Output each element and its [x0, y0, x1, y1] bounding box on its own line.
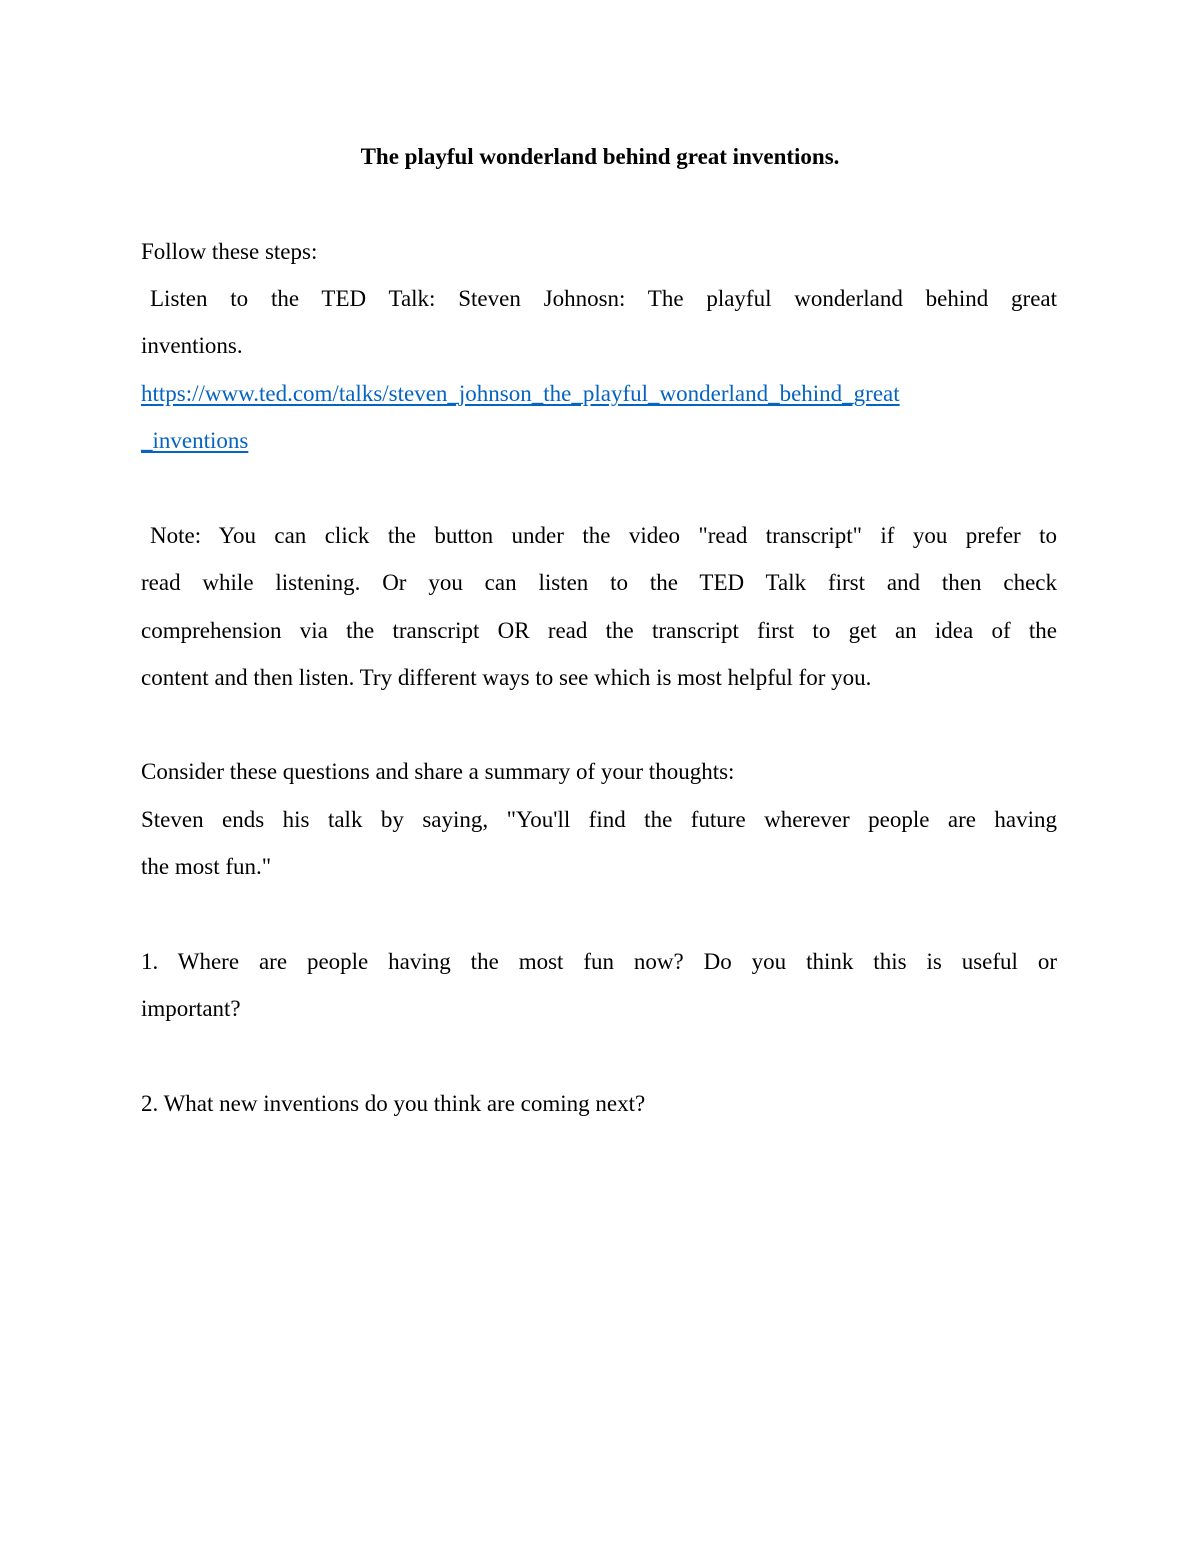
ted-talk-link-line-1[interactable]: https://www.ted.com/talks/steven_johnson_the_playful_wonderland_behind_great [141, 381, 900, 406]
note-line-3: comprehension via the transcript OR read the transcript first to get an idea of the [141, 618, 1057, 643]
listen-instruction-line-1: Listen to the TED Talk: Steven Johnosn: The playful wonderland behind great [150, 286, 1057, 311]
note-line-2: read while listening. Or you can listen to the TED Talk first and then check [141, 570, 1057, 595]
question-1-line-2: important? [141, 996, 241, 1021]
steps-heading: Follow these steps: [141, 239, 318, 264]
consider-heading: Consider these questions and share a summary of your thoughts: [141, 759, 735, 784]
question-1-line-1: 1. Where are people having the most fun now? Do you think this is useful or [141, 949, 1057, 974]
note-line-4: content and then listen. Try different ways to see which is most helpful for you. [141, 665, 872, 690]
listen-instruction-line-2: inventions. [141, 333, 243, 358]
note-line-1: Note: You can click the button under the video "read transcript" if you prefer to [150, 523, 1057, 548]
document-title: The playful wonderland behind great inventions. [360, 144, 840, 169]
ted-talk-link-line-2[interactable]: _inventions [141, 428, 249, 453]
quote-line-1: Steven ends his talk by saying, "You'll find the future wherever people are having [141, 807, 1057, 832]
quote-line-2: the most fun." [141, 854, 272, 879]
question-2: 2. What new inventions do you think are coming next? [141, 1091, 646, 1116]
